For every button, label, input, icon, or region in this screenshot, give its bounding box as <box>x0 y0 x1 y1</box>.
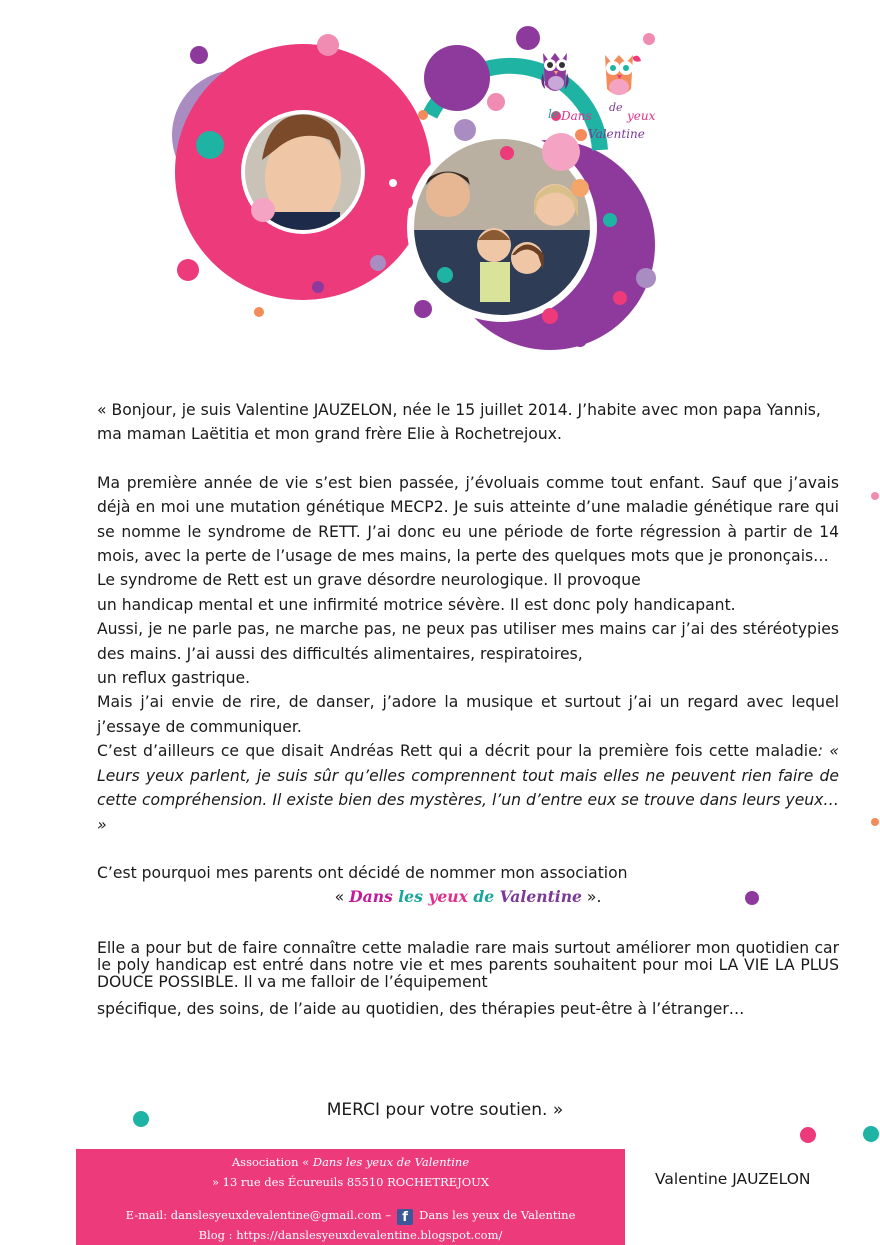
paragraph-quote <box>97 739 839 837</box>
quote-open: « <box>334 888 350 907</box>
paragraph-rett-2: un handicap mental et une infirmité motrice sévère. Il est donc poly handicapant. <box>97 595 736 614</box>
letter-body <box>97 398 839 1021</box>
footer-contacts <box>76 1208 625 1225</box>
paragraph-intro: « Bonjour, je suis Valentine JAUZELON, née le 15 juillet 2014. J’habite avec mon papa Yannis, ma maman Laëtitia et mon grand frère Elie à Rochetrejoux. <box>97 401 821 444</box>
owl-icon <box>535 45 670 115</box>
assoc-word-de: de <box>473 887 500 907</box>
logo-word-yeux: yeux <box>627 109 656 123</box>
association-logo <box>535 45 670 150</box>
quote-close: ». <box>581 888 602 907</box>
hero-banner <box>0 0 880 360</box>
logo-word-valentine: Valentine <box>588 127 645 141</box>
assoc-word-les: les <box>398 887 429 907</box>
paragraph-abilities: Aussi, je ne parle pas, ne marche pas, ne peux pas utiliser mes mains car j’ai des stéréotypies des mains. J’ai aussi des difficultés alimentaires, respiratoires, <box>97 620 839 663</box>
thanks-line: MERCI pour votre soutien. » <box>326 1100 564 1120</box>
paragraph-goal: Elle a pour but de faire connaître cette maladie rare mais surtout améliorer mon quotidien car le poly handicap est entré dans notre vie et mes parents souhaitent pour moi LA VIE LA PLUS DOUCE POSSIBLE. Il va me falloir de l’équipement <box>97 938 839 991</box>
paragraph-reflux: un reflux gastrique. <box>97 669 251 688</box>
footer-contact <box>76 1149 625 1245</box>
facebook-link[interactable]: Dans les yeux de Valentine <box>419 1208 576 1222</box>
signature: Valentine JAUZELON <box>655 1170 811 1188</box>
decor-dot <box>871 818 879 826</box>
quote-intro: C’est d’ailleurs ce que disait Andréas Rett qui a décrit pour la première fois cette maladie <box>97 742 818 761</box>
logo-word-le: le <box>548 107 559 121</box>
logo-word-dans: Dans <box>561 109 592 123</box>
email-link[interactable]: E-mail: danslesyeuxdevalentine@gmail.com – <box>125 1208 392 1222</box>
decor-dot <box>745 891 759 905</box>
paragraph-history: Ma première année de vie s’est bien passée, j’évoluais comme tout enfant. Sauf que j’avais déjà en moi une mutation génétique MECP2. Je suis atteinte d’une maladie génétique rare qui se nomme le syndrome de RETT. J’ai donc eu une période de forte régression à partir de 14 mois, avec la perte de l’usage de mes mains, la perte des quelques mots que je prononçais… <box>97 473 839 566</box>
logo-word-de: de <box>609 101 623 114</box>
footer-address: » 13 rue des Écureuils 85510 ROCHETREJOUX <box>211 1175 490 1189</box>
decor-dot <box>871 492 879 500</box>
decor-dot <box>863 1126 879 1142</box>
quote-text: : « Leurs yeux parlent, je suis sûr qu’elles comprennent tout mais elles ne peuvent rien faire de cette compréhension. Il existe bien des mystères, l’un d’entre eux se trouve dans leurs yeux… » <box>97 742 839 834</box>
assoc-word-yeux: yeux <box>428 887 474 907</box>
assoc-word-dans: Dans <box>349 887 399 907</box>
paragraph-naming: C’est pourquoi mes parents ont décidé de nommer mon association <box>97 863 628 882</box>
decor-dot <box>800 1127 816 1143</box>
facebook-icon[interactable]: f <box>397 1209 413 1225</box>
decor-dot <box>133 1111 149 1127</box>
footer-association: Association « Dans les yeux de Valentine <box>231 1155 470 1169</box>
paragraph-desire: Mais j’ai envie de rire, de danser, j’adore la musique et surtout j’ai un regard avec lequel j’essaye de communiquer. <box>97 693 839 736</box>
paragraph-rett-1: Le syndrome de Rett est un grave désordre neurologique. Il provoque <box>97 571 641 590</box>
paragraph-needs: spécifique, des soins, de l’aide au quotidien, des thérapies peut-être à l’étranger… <box>97 999 745 1018</box>
blog-link[interactable]: Blog : https://danslesyeuxdevalentine.blogspot.com/ <box>198 1228 503 1242</box>
association-name <box>97 885 839 909</box>
assoc-word-valentine: Valentine <box>499 887 582 907</box>
